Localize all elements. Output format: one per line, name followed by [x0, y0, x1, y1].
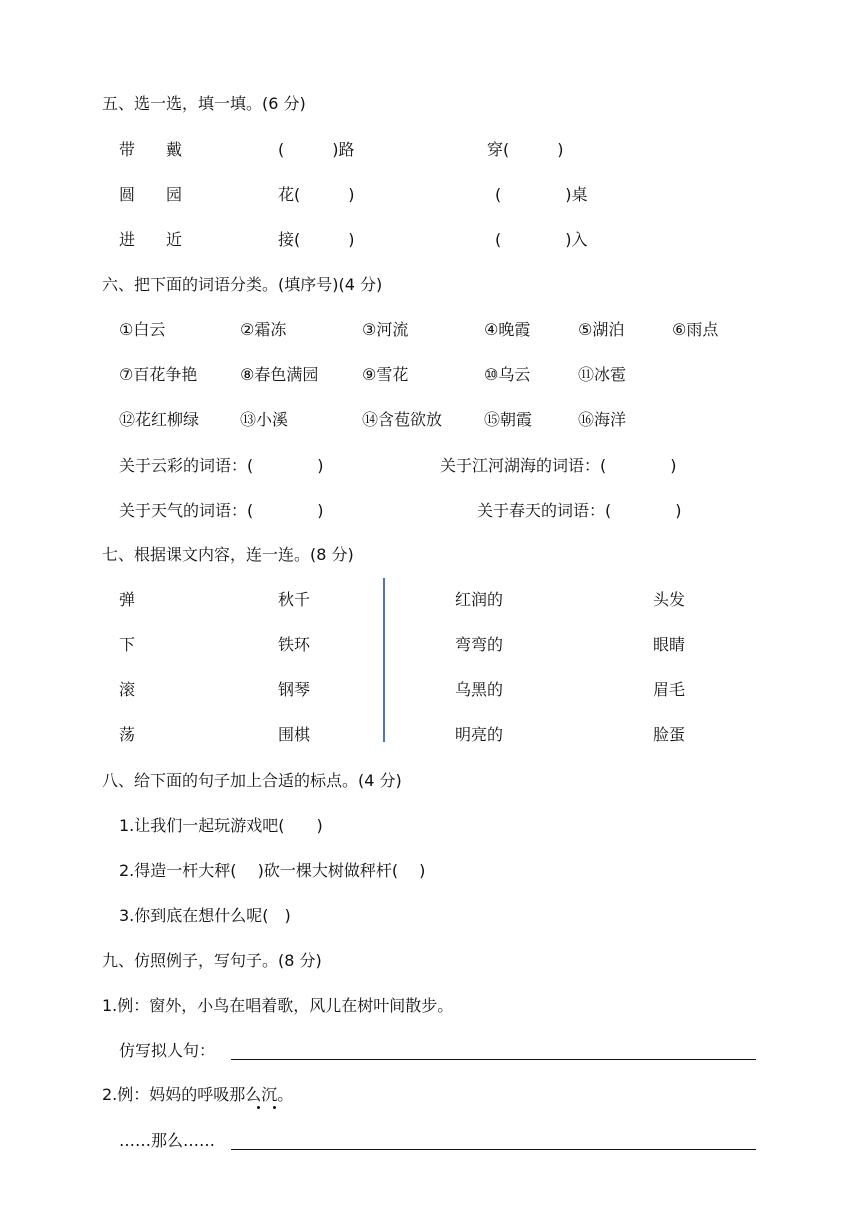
match-verb[interactable]: 滚	[119, 680, 136, 699]
match-object[interactable]: 秋千	[278, 590, 311, 609]
word-item: ⑤湖泊	[578, 320, 625, 339]
answer-line-1[interactable]	[231, 1059, 756, 1060]
match-noun[interactable]: 眼睛	[653, 635, 686, 654]
section-9-heading: 九、仿照例子，写句子。(8 分)	[102, 951, 322, 970]
section-7-heading: 七、根据课文内容，连一连。(8 分)	[102, 545, 354, 564]
word-item: ⑦百花争艳	[119, 365, 198, 384]
example-sentence-1: 1.例：窗外，小鸟在唱着歌，风儿在树叶间散步。	[102, 996, 454, 1015]
emphasis-dot	[273, 1106, 276, 1109]
match-verb[interactable]: 荡	[119, 725, 136, 744]
example-sentence-2: 2.例：妈妈的呼吸那么沉。	[102, 1085, 294, 1104]
match-noun[interactable]: 眉毛	[653, 680, 686, 699]
word-item: ⑯海洋	[578, 410, 627, 429]
match-object[interactable]: 围棋	[278, 725, 311, 744]
blank-1b[interactable]: 穿( )	[487, 140, 564, 159]
match-object[interactable]: 钢琴	[278, 680, 311, 699]
char-pair-2a: 圆	[119, 185, 136, 204]
category-spring[interactable]: 关于春天的词语：( )	[477, 501, 682, 520]
prompt-personification: 仿写拟人句：	[119, 1041, 216, 1060]
emphasis-dot	[257, 1106, 260, 1109]
word-item: ⑨雪花	[362, 365, 409, 384]
match-adjective[interactable]: 弯弯的	[455, 635, 504, 654]
char-pair-3b: 近	[166, 230, 183, 249]
blank-3b[interactable]: ( )入	[495, 230, 588, 249]
match-noun[interactable]: 脸蛋	[653, 725, 686, 744]
divider-line	[383, 578, 385, 742]
section-8-heading: 八、给下面的句子加上合适的标点。(4 分)	[102, 771, 402, 790]
word-item: ⑬小溪	[240, 410, 289, 429]
section-6-heading: 六、把下面的词语分类。(填序号)(4 分)	[102, 275, 383, 294]
word-item: ⑮朝霞	[484, 410, 533, 429]
match-noun[interactable]: 头发	[653, 590, 686, 609]
char-pair-3a: 进	[119, 230, 136, 249]
word-item: ⑥雨点	[672, 320, 719, 339]
match-verb[interactable]: 下	[119, 635, 136, 654]
match-adjective[interactable]: 红润的	[455, 590, 504, 609]
answer-line-2[interactable]	[231, 1149, 756, 1150]
prompt-namo: ……那么……	[119, 1131, 216, 1150]
char-pair-2b: 园	[166, 185, 183, 204]
category-weather[interactable]: 关于天气的词语：( )	[119, 501, 324, 520]
char-pair-1b: 戴	[166, 140, 183, 159]
word-item: ④晚霞	[484, 320, 531, 339]
word-item: ⑧春色满园	[240, 365, 319, 384]
section-5-heading: 五、选一选，填一填。(6 分)	[102, 94, 306, 113]
word-item: ⑫花红柳绿	[119, 410, 200, 429]
char-pair-1a: 带	[119, 140, 136, 159]
word-item: ⑪冰雹	[578, 365, 627, 384]
word-item: ③河流	[362, 320, 409, 339]
match-adjective[interactable]: 乌黑的	[455, 680, 504, 699]
word-item: ①白云	[119, 320, 166, 339]
category-waters[interactable]: 关于江河湖海的词语：( )	[440, 456, 677, 475]
match-verb[interactable]: 弹	[119, 590, 136, 609]
word-item: ②霜冻	[240, 320, 287, 339]
word-item: ⑩乌云	[484, 365, 531, 384]
blank-2a[interactable]: 花( )	[278, 185, 355, 204]
match-object[interactable]: 铁环	[278, 635, 311, 654]
blank-1a[interactable]: ( )路	[278, 140, 355, 159]
word-item: ⑭含苞欲放	[362, 410, 443, 429]
blank-2b[interactable]: ( )桌	[495, 185, 588, 204]
punctuation-item-1[interactable]: 1.让我们一起玩游戏吧( )	[119, 816, 323, 835]
punctuation-item-3[interactable]: 3.你到底在想什么呢( )	[119, 906, 291, 925]
match-adjective[interactable]: 明亮的	[455, 725, 504, 744]
punctuation-item-2[interactable]: 2.得造一杆大秤( )砍一棵大树做秤杆( )	[119, 861, 426, 880]
category-clouds[interactable]: 关于云彩的词语：( )	[119, 456, 324, 475]
blank-3a[interactable]: 接( )	[278, 230, 355, 249]
